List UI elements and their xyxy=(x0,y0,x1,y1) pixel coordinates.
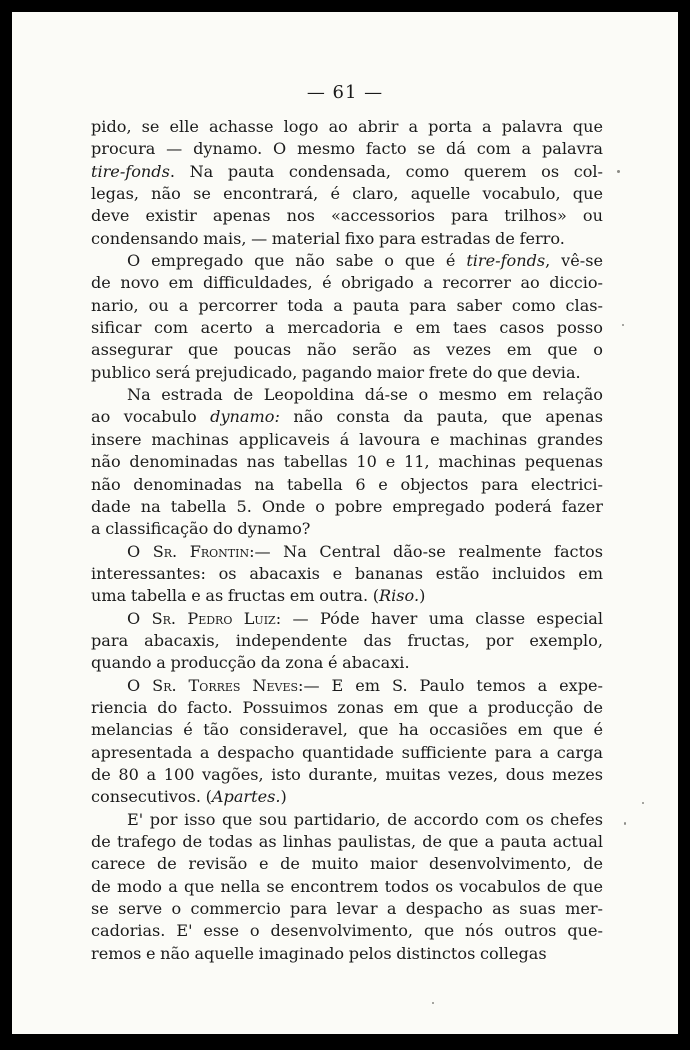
text-line xyxy=(91,116,603,138)
text-line xyxy=(91,675,603,697)
paper-speck xyxy=(624,822,626,825)
text-line xyxy=(91,697,603,719)
italic-term: tire-fonds xyxy=(91,161,170,181)
text-line xyxy=(91,250,603,272)
text-segment: de novo em difficuldades, é obrigado a recorrer ao diccio- xyxy=(91,273,603,293)
text-line xyxy=(91,786,603,808)
text-segment: O xyxy=(127,675,153,695)
text-segment: assegurar que poucas não serão as vezes em que o xyxy=(91,340,603,360)
text-line xyxy=(91,541,603,563)
text-line xyxy=(91,742,603,764)
text-segment: dade na tabella 5. Onde o pobre empregado poderá fazer xyxy=(91,496,603,516)
text-line xyxy=(91,496,603,518)
italic-term: Apartes. xyxy=(211,787,281,807)
speaker-name: Sr. Frontin: xyxy=(152,541,255,561)
text-segment: melancias é tão consideravel, que ha occasiões em que é xyxy=(91,720,603,740)
page-number: — 61 — xyxy=(306,82,384,103)
text-segment: E' por isso que sou partidario, de accordo com os chefes xyxy=(127,809,603,829)
text-segment: ) xyxy=(419,586,426,606)
text-line xyxy=(91,853,603,875)
text-segment: remos e não aquelle imaginado pelos distinctos collegas xyxy=(91,943,547,963)
text-segment: , vê-se xyxy=(545,251,603,271)
text-segment: para abacaxis, independente das fructas, por exemplo, xyxy=(91,630,603,650)
text-segment: de trafego de todas as linhas paulistas, de que a pauta actual xyxy=(91,832,603,851)
text-segment: de modo a que nella se encontrem todos os vocabulos de que xyxy=(91,876,603,896)
text-line xyxy=(91,429,603,451)
book-page xyxy=(12,12,678,1034)
text-line xyxy=(91,652,603,674)
text-segment: ) xyxy=(280,787,287,807)
text-segment: uma tabella e as fructas em outra. ( xyxy=(91,586,380,606)
text-line xyxy=(91,608,603,630)
text-line xyxy=(91,295,603,317)
text-segment: . Na pauta condensada, como querem os col- xyxy=(169,161,603,181)
text-line xyxy=(91,183,603,205)
text-line xyxy=(91,719,603,741)
text-segment: condensando mais, — material fixo para estradas de ferro. xyxy=(91,228,565,248)
text-line xyxy=(91,809,603,831)
text-line xyxy=(91,362,603,384)
text-line xyxy=(91,138,603,160)
text-line xyxy=(91,317,603,339)
text-line xyxy=(91,585,603,607)
text-segment: ao vocabulo xyxy=(91,407,211,427)
text-segment: legas, não se encontrará, é claro, aquelle vocabulo, que xyxy=(91,184,603,204)
text-line xyxy=(91,272,603,294)
text-line xyxy=(91,205,603,227)
text-segment: insere machinas applicaveis á lavoura e machinas grandes xyxy=(91,429,603,449)
text-segment: não denominadas na tabella 6 e objectos para electrici- xyxy=(91,474,603,494)
speaker-name: Sr. Pedro Luiz: xyxy=(151,608,282,628)
text-line xyxy=(91,451,603,473)
italic-term: dynamo: xyxy=(210,407,280,427)
text-segment: — Na Central dão-se realmente factos xyxy=(254,541,603,561)
text-line xyxy=(91,920,603,942)
italic-term: tire-fonds xyxy=(466,251,546,271)
text-segment: quando a producção da zona é abacaxi. xyxy=(91,653,410,673)
text-segment: — E em S. Paulo temos a expe- xyxy=(303,675,603,695)
body-text xyxy=(91,116,603,965)
text-line xyxy=(91,563,603,585)
text-line xyxy=(91,876,603,898)
text-segment: O xyxy=(127,608,152,628)
text-segment: riencia do facto. Possuimos zonas em que a producção de xyxy=(91,697,603,717)
paper-speck xyxy=(642,802,644,804)
text-segment: a classificação do dynamo? xyxy=(91,519,311,539)
text-segment: pido, se elle achasse logo ao abrir a porta a palavra que xyxy=(91,117,603,136)
text-segment: cadorias. E' esse o desenvolvimento, que nós outros que- xyxy=(91,921,603,941)
text-line xyxy=(91,943,603,965)
text-segment: publico será prejudicado, pagando maior frete do que devia. xyxy=(91,362,581,382)
text-line xyxy=(91,898,603,920)
paper-speck xyxy=(617,170,620,173)
text-segment: apresentada a despacho quantidade sufficiente para a carga xyxy=(91,742,603,762)
paper-speck xyxy=(432,1002,434,1004)
text-segment: Na estrada de Leopoldina dá-se o mesmo em relação xyxy=(127,385,603,405)
text-segment: O xyxy=(127,541,153,561)
text-segment: nario, ou a percorrer toda a pauta para saber como clas- xyxy=(91,295,603,315)
text-segment: O empregado que não sabe o que é xyxy=(127,251,467,271)
text-segment: sificar com acerto a mercadoria e em taes casos posso xyxy=(91,318,603,338)
text-segment: deve existir apenas nos «accessorios para trilhos» ou xyxy=(91,206,603,226)
text-line xyxy=(91,518,603,540)
text-line xyxy=(91,764,603,786)
text-segment: carece de revisão e de muito maior desenvolvimento, de xyxy=(91,854,603,874)
text-line xyxy=(91,161,603,183)
text-line xyxy=(91,630,603,652)
text-segment: interessantes: os abacaxis e bananas estão incluidos em xyxy=(91,563,603,583)
text-segment: — Póde haver uma classe especial xyxy=(281,608,603,628)
text-segment: não denominadas nas tabellas 10 e 11, machinas pequenas xyxy=(91,452,603,472)
text-segment: procura — dynamo. O mesmo facto se dá com a palavra xyxy=(91,139,603,159)
text-line xyxy=(91,474,603,496)
text-line xyxy=(91,228,603,250)
text-line xyxy=(91,831,603,853)
text-line xyxy=(91,406,603,428)
text-line xyxy=(91,384,603,406)
text-segment: consecutivos. ( xyxy=(91,787,212,807)
speaker-name: Sr. Torres Neves: xyxy=(152,675,304,695)
text-segment: de 80 a 100 vagões, isto durante, muitas vezes, dous mezes xyxy=(91,764,603,784)
text-line xyxy=(91,339,603,361)
italic-term: Riso. xyxy=(379,586,420,606)
text-segment: não consta da pauta, que apenas xyxy=(279,407,603,427)
paper-speck xyxy=(622,324,624,326)
text-segment: se serve o commercio para levar a despacho as suas mer- xyxy=(91,899,603,919)
